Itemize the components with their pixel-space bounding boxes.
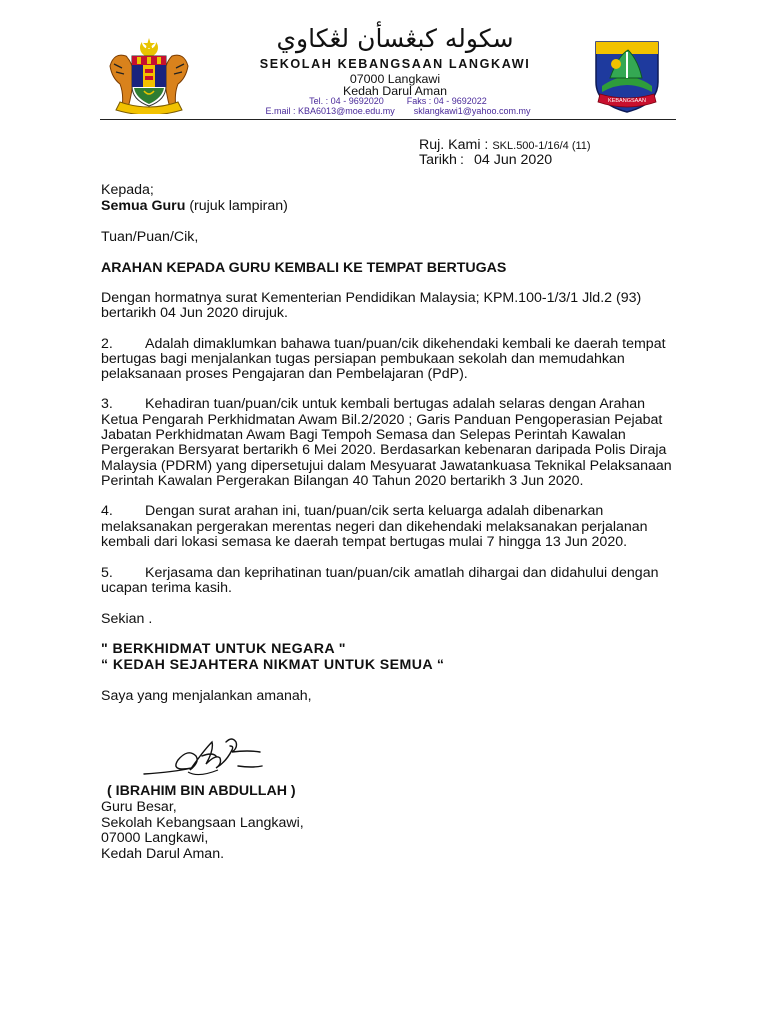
paragraph-4-line-2: melaksanakan pergerakan merentas negeri dan dikehendaki melaksanakan perjalanan <box>101 519 648 535</box>
letter-date <box>419 152 552 168</box>
address-state: Kedah Darul Aman <box>342 84 447 98</box>
paragraph-3-line-5: Malaysia (PDRM) yang dipersetujui dalam Mesyuarat Jawatankuasa Teknikal Pelaksanaan <box>101 458 672 474</box>
date-label: Tarikh <box>419 152 457 168</box>
phone-number: Tel. : 04 - 9692020 <box>309 96 384 106</box>
school-crest-logo <box>590 38 664 114</box>
ruj-label: Ruj. Kami : <box>419 137 489 153</box>
handwritten-signature <box>142 736 276 782</box>
paragraph-number: 2. <box>101 336 113 352</box>
recipient-note: (rujuk lampiran) <box>189 198 288 214</box>
paragraph-3-line-4: Pergerakan Bersyarat bertarikh 6 Mei 2020. Berdasarkan kebenaran daripada Polis Diraja <box>101 442 667 458</box>
date-separator: : <box>460 152 464 168</box>
school-name-jawi: سكوله كبڠسأن لڠكاوي <box>276 24 514 53</box>
paragraph-text: Dengan surat arahan ini, tuan/puan/cik serta keluarga adalah dibenarkan <box>145 503 604 519</box>
paragraph-2-line-1 <box>101 336 681 352</box>
email-address: E.mail : KBA6013@moe.edu.my <box>265 106 395 116</box>
address-postcode: 07000 Langkawi <box>349 72 441 86</box>
paragraph-5-line-2: ucapan terima kasih. <box>101 580 232 596</box>
recipient-line <box>101 198 681 214</box>
paragraph-2-line-3: pelaksanaan proses Pengajaran dan Pembelajaran (PdP). <box>101 366 468 382</box>
signatory-town: 07000 Langkawi, <box>101 830 209 846</box>
paragraph-5-line-1 <box>101 565 681 581</box>
motto-kedah: “ KEDAH SEJAHTERA NIKMAT UNTUK SEMUA “ <box>101 657 445 673</box>
signatory-title: Guru Besar, <box>101 799 177 815</box>
paragraph-text: Kerjasama dan keprihatinan tuan/puan/cik amatlah dihargai dan didahului dengan <box>145 565 659 581</box>
paragraph-3-line-6: Perintah Kawalan Pergerakan Bilangan 40 Tahun 2020 bertarikh 3 Jun 2020. <box>101 473 584 489</box>
paragraph-2-line-2: bertugas bagi menjalankan tugas persiapan pembukaan sekolah dan memudahkan <box>101 351 625 367</box>
closing-sekian: Sekian . <box>101 611 153 627</box>
ruj-value: SKL.500-1/16/4 (11) <box>492 140 591 152</box>
contact-phone-line <box>238 96 558 106</box>
paragraph-1-line-1: Dengan hormatnya surat Kementerian Pendidikan Malaysia; KPM.100-1/3/1 Jld.2 (93) <box>101 290 642 306</box>
paragraph-1-line-2: bertarikh 04 Jun 2020 dirujuk. <box>101 305 288 321</box>
signatory-school: Sekolah Kebangsaan Langkawi, <box>101 815 304 831</box>
signatory-name: ( IBRAHIM BIN ABDULLAH ) <box>107 783 296 799</box>
paragraph-number: 4. <box>101 503 113 519</box>
header-divider <box>100 119 676 120</box>
fax-number: Faks : 04 - 9692022 <box>406 96 487 106</box>
recipient-name: Semua Guru <box>101 198 186 214</box>
recipient-kepada: Kepada; <box>101 182 154 198</box>
paragraph-4-line-1 <box>101 503 681 519</box>
paragraph-3-line-2: Ketua Pengarah Perkhidmatan Awam Bil.2/2020 ; Garis Panduan Pengoperasian Pejabat <box>101 412 663 428</box>
closing-amanah: Saya yang menjalankan amanah, <box>101 688 312 704</box>
salutation: Tuan/Puan/Cik, <box>101 229 199 245</box>
paragraph-number: 5. <box>101 565 113 581</box>
date-value: 04 Jun 2020 <box>474 152 553 168</box>
school-name: SEKOLAH KEBANGSAAN LANGKAWI <box>259 57 531 71</box>
paragraph-number: 3. <box>101 396 113 412</box>
paragraph-text: Adalah dimaklumkan bahawa tuan/puan/cik dikehendaki kembali ke daerah tempat <box>145 336 666 352</box>
crest-banner-text: KEBANGSAAN <box>608 98 646 104</box>
letter-subject: ARAHAN KEPADA GURU KEMBALI KE TEMPAT BERTUGAS <box>101 260 507 276</box>
email-address-alt: sklangkawi1@yahoo.com.my <box>413 106 531 116</box>
paragraph-text: Kehadiran tuan/puan/cik untuk kembali bertugas adalah selaras dengan Arahan <box>145 396 646 412</box>
signatory-state: Kedah Darul Aman. <box>101 846 225 862</box>
paragraph-4-line-3: kembali dari lokasi semasa ke daerah tempat bertugas mulai 7 hingga 13 Jun 2020. <box>101 534 628 550</box>
paragraph-3-line-1 <box>101 396 681 412</box>
paragraph-3-line-3: Jabatan Perkhidmatan Awam Bagi Tempoh Semasa dan Selepas Perintah Kawalan <box>101 427 626 443</box>
coat-of-arms-logo <box>104 36 194 114</box>
motto-berkhidmat: " BERKHIDMAT UNTUK NEGARA " <box>101 641 346 657</box>
contact-email-line <box>238 106 558 116</box>
